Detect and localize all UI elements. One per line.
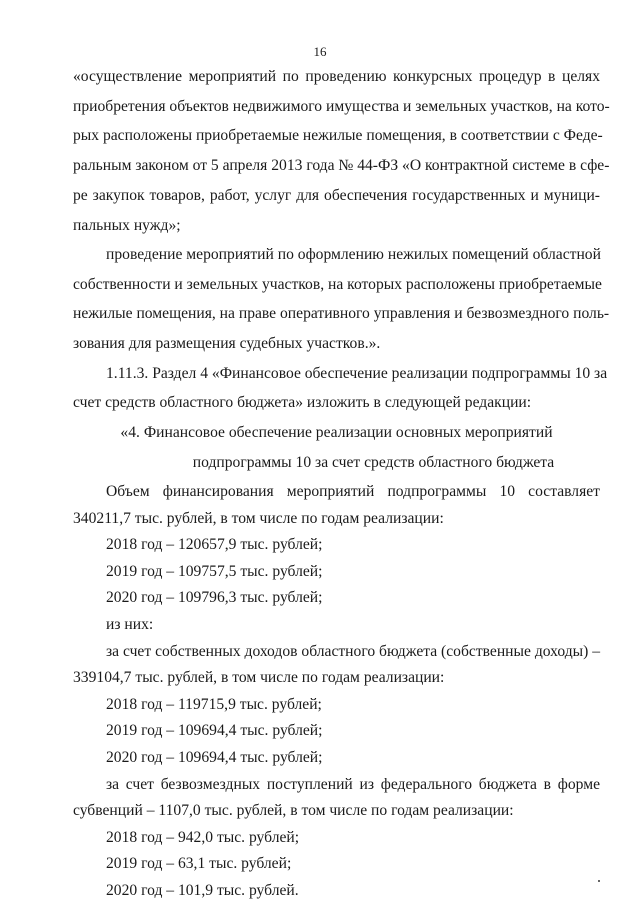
text-line: рых расположены приобретаемые нежилые помещения, в соответствии с Феде-: [73, 127, 603, 144]
text-line: из них:: [106, 616, 154, 633]
text-line: зования для размещения судебных участков.».: [73, 335, 381, 352]
text-line: 2019 год – 63,1 тыс. рублей;: [106, 855, 292, 873]
text-line: 340211,7 тыс. рублей, в том числе по годам реализации:: [73, 509, 444, 527]
text-line: собственности и земельных участков, на которых расположены приобретаемые: [73, 276, 602, 293]
text-line: счет средств областного бюджета» изложить в следующей редакции:: [73, 394, 532, 411]
text-line: 1.11.3. Раздел 4 «Финансовое обеспечение реализации подпрограммы 10 за: [106, 365, 608, 382]
text-line: 2018 год – 942,0 тыс. рублей;: [106, 828, 300, 846]
text-line: пальных нужд»;: [73, 217, 181, 234]
text-line: приобретения объектов недвижимого имущества и земельных участков, на кото-: [73, 98, 610, 115]
text-line: ральным законом от 5 апреля 2013 года № 44-ФЗ «О контрактной системе в сфе-: [73, 157, 610, 174]
text-line: «осуществление мероприятий по проведению конкурсных процедур в целях: [73, 68, 600, 85]
text-line: 2020 год – 101,9 тыс. рублей.: [106, 882, 299, 899]
text-line: за счет собственных доходов областного бюджета (собственные доходы) –: [106, 642, 601, 660]
text-line: 2020 год – 109694,4 тыс. рублей;: [106, 749, 323, 766]
text-line: 339104,7 тыс. рублей, в том числе по годам реализации:: [73, 669, 445, 687]
text-line: 2019 год – 109694,4 тыс. рублей;: [106, 722, 323, 740]
section-heading: подпрограммы 10 за счет средств областного бюджета: [192, 454, 555, 471]
section-heading: «4. Финансовое обеспечение реализации основных мероприятий: [120, 424, 553, 441]
page-number: 16: [313, 44, 327, 59]
text-line: Объем финансирования мероприятий подпрограммы 10 составляет: [106, 483, 600, 500]
text-line: 2019 год – 109757,5 тыс. рублей;: [106, 562, 323, 580]
text-line: ре закупок товаров, работ, услуг для обеспечения государственных и муници-: [73, 187, 600, 204]
text-line: нежилые помещения, на праве оперативного управления и безвозмездного поль-: [73, 305, 610, 322]
text-line: за счет безвозмездных поступлений из федерального бюджета в форме: [106, 775, 600, 793]
text-line: субвенций – 1107,0 тыс. рублей, в том числе по годам реализации:: [73, 802, 514, 820]
scan-speck: [598, 880, 600, 882]
text-line: проведение мероприятий по оформлению нежилых помещений областной: [106, 246, 601, 263]
text-line: 2018 год – 120657,9 тыс. рублей;: [106, 536, 323, 554]
text-line: 2018 год – 119715,9 тыс. рублей;: [106, 695, 322, 713]
text-line: 2020 год – 109796,3 тыс. рублей;: [106, 589, 323, 607]
